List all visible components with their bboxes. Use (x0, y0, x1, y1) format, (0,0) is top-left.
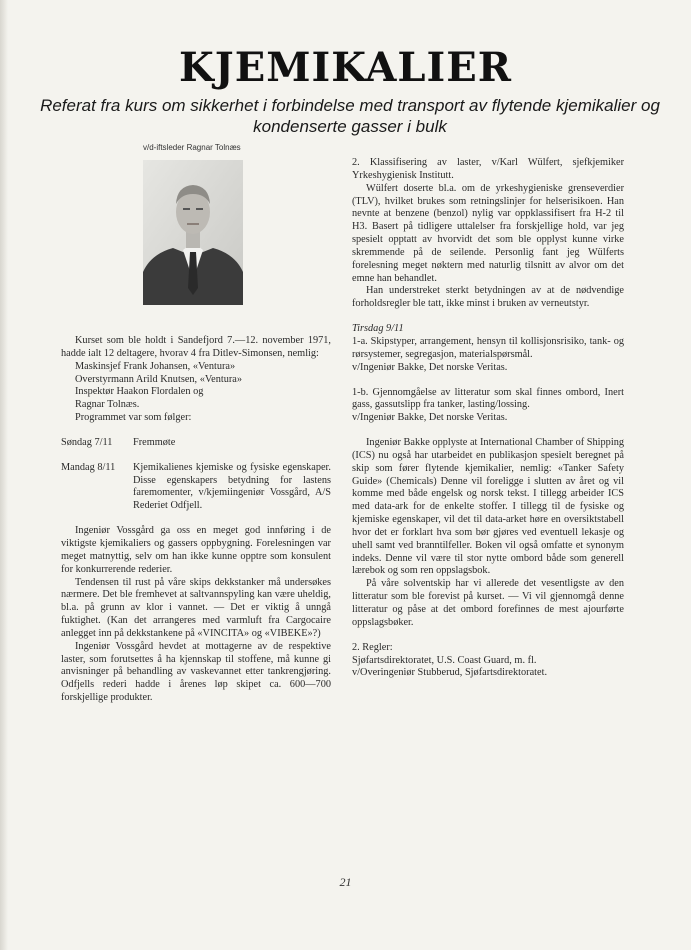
body-paragraph: Ingeniør Vossgård hevdet at mottagerne av de respektive laster, som forutsettes å ha kjennskap til stoffene, må kunne gi anvisninger på behandling av vaskevannet etter tankrengjøring. Odfjells rederi hadde i årenes løp skipet ca. 600—700 forskjellige produkter. (61, 640, 331, 704)
schedule-row (61, 462, 331, 513)
body-paragraph: Han understreket sterkt betydningen av at de nødvendige forholdsregler ble tatt, ikke minst i bruken av verneutstyr. (352, 285, 624, 310)
page-subtitle: Referat fra kurs om sikkerhet i forbindelse med transport av flytende kjemikalier og kondenserte gasser i bulk (40, 96, 660, 136)
schedule-row (61, 437, 331, 450)
agenda-item: 1-b. Gjennomgåelse av litteratur som skal finnes ombord, Inert gass, gassutslipp fra tanker, lasting/lossing. (352, 386, 624, 411)
body-paragraph: Tendensen til rust på våre skips dekkstanker må undersøkes nærmere. Det ble fremhevet at saltvannspyling kan være uheldig, bl.a. på grunn av klor i vannet. — Det er viktig å unngå fuktighet. (Kan det arrangeres med varmluft fra Cargocaire anlegget inn på dekkstankene på «VINCITA» og «VIBEKE»?) (61, 576, 331, 639)
schedule-day: Mandag 8/11 (61, 461, 116, 473)
participant: Maskinsjef Frank Johansen, «Ventura» (75, 360, 236, 372)
portrait-image (143, 160, 243, 305)
schedule-desc: Kjemikalienes kjemiske og fysiske egenskaper. Disse egenskapers betydning for lastens faremomenter, v/kjemiingeniør Vossgård, A/S Rederiet Odfjell. (133, 461, 331, 512)
agenda-item: 1-a. Skipstyper, arrangement, hensyn til kollisjonsrisiko, tank- og rørsystemer, segregasjon, materialspørsmål. (352, 335, 624, 360)
participant: Ragnar Tolnæs. (75, 399, 140, 411)
body-paragraph: Ingeniør Bakke opplyste at International Chamber of Shipping (ICS) nu også har utarbeidet en publikasjon spesielt beregnet på skip som fører flytende kjemikalier, nemlig: «Tanker Safety Guide» (Chemicals) Denne vil foreligge i slutten av året og vil komme med både engelsk og norsk tekst. I tillegg arbeider ICS med data-ark for de enkelte stoffer. I tillegg til de fysiske og kjemiske egenskaper, vil det til data-arket høre en oversiktstabell hvor det er forklart hva som bør gjøres ved eventuell lekasje og uhell samt ved branntilfeller. Boken vil også omfatte et synonym indeks. Denne vil være til stor nytte ombord både som generell lærebok og som ren oppslagsbok. (352, 437, 624, 577)
program-intro: Programmet var som følger: (75, 412, 192, 424)
byline: v/d-iftsleder Ragnar Tolnæs (143, 143, 241, 152)
agenda-item: Sjøfartsdirektoratet, U.S. Coast Guard, m. fl. (352, 654, 537, 666)
participant: Overstyrmann Arild Knutsen, «Ventura» (75, 373, 243, 385)
participant: Inspektør Haakon Flordalen og (75, 386, 204, 398)
right-column (352, 157, 624, 680)
author-photo (143, 160, 243, 305)
intro-paragraph: Kurset som ble holdt i Sandefjord 7.—12. november 1971, hadde ialt 12 deltagere, hvorav 4 fra Ditlev-Simonsen, nemlig: (61, 335, 331, 359)
schedule-day: Søndag 7/11 (61, 436, 113, 448)
page-edge (0, 0, 8, 950)
agenda-lecturer: v/Overingeniør Stubberud, Sjøfartsdirektoratet. (352, 667, 548, 679)
body-paragraph: Wülfert doserte bl.a. om de yrkeshygieniske grenseverdier (TLV), hvilket brukes som retningslinjer for helserisikoen. Han nevnte at benzene (benzol) nylig var oppklassifisert fra H-2 til H3. Basert på tidligere uttalelser fra forskjellige hold, var jeg spesielt opptatt av hvorvidt det som ble opplyst kunne virke skremmende på de seilende. Personlig fant jeg Wülferts forelesning meget nøktern med naturlig tilsnitt av alvor om det emne han behandlet. (352, 182, 624, 284)
section-heading: 2. Klassifisering av laster, v/Karl Wülfert, sjefkjemiker Yrkeshygienisk Institutt. (352, 157, 624, 181)
page-number: 21 (339, 875, 352, 889)
day-heading: Tirsdag 9/11 (352, 323, 404, 335)
agenda-lecturer: v/Ingeniør Bakke, Det norske Veritas. (352, 361, 508, 373)
participants-list (61, 361, 331, 425)
section-heading: 2. Regler: (352, 641, 393, 653)
body-paragraph: På våre solventskip har vi allerede det vesentligste av den litteratur som ble forevist på kurset. — Vi vil gjennomgå denne litteratur og påse at det ombord forefinnes de mest ajourførte oppslagsbøker. (352, 578, 624, 628)
agenda-lecturer: v/Ingeniør Bakke, Det norske Veritas. (352, 412, 508, 424)
page-title: KJEMIKALIER (179, 44, 512, 91)
body-paragraph: Ingeniør Vossgård ga oss en meget god innføring i de viktigste kjemikaliers og gassers oppbygning. Forelesningen var meget matnyttig, selv om han ikke kunne opptre som konsulent for konkurrerende rederier. (61, 525, 331, 575)
schedule-desc: Fremmøte (133, 436, 176, 448)
left-column (61, 335, 331, 705)
